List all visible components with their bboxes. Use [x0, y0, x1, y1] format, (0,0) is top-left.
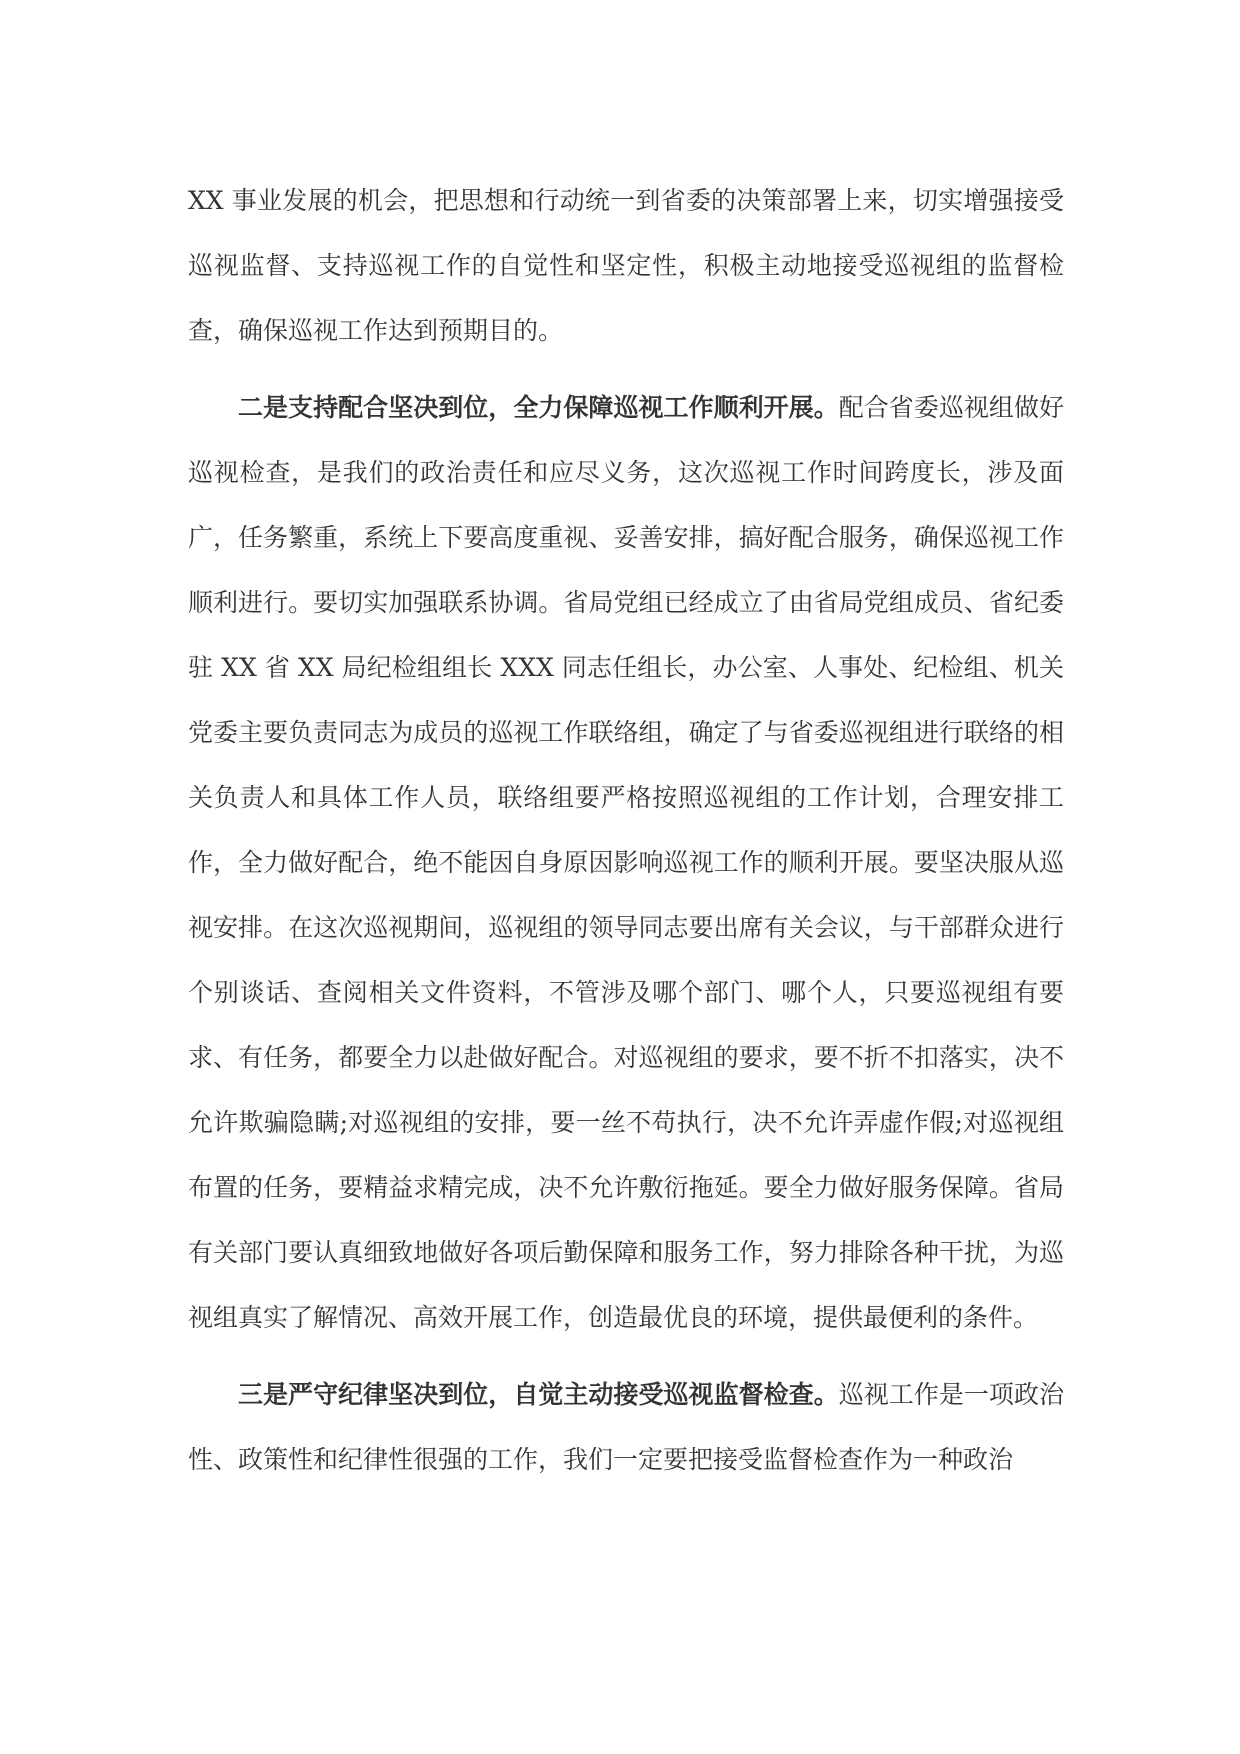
paragraph-body: XX 事业发展的机会，把思想和行动统一到省委的决策部署上来，切实增强接受巡视监督、支持巡视工作的自觉性和坚定性，积极主动地接受巡视组的监督检查，确保巡视工作达到预期目的。 [188, 186, 1064, 345]
document-body [188, 168, 1064, 1492]
paragraph-lead-heading: 三是严守纪律坚决到位，自觉主动接受巡视监督检查。 [238, 1380, 839, 1409]
paragraph-body: 配合省委巡视组做好巡视检查，是我们的政治责任和应尽义务，这次巡视工作时间跨度长，涉及面广，任务繁重，系统上下要高度重视、妥善安排，搞好配合服务，确保巡视工作顺利进行。要切实加强联系协调。省局党组已经成立了由省局党组成员、省纪委驻 XX 省 XX 局纪检组组长 XXX 同志任组长，办公室、人事处、纪检组、机关党委主要负责同志为成员的巡视工作联络组，确定了与省委巡视组进行联络的相关负责人和具体工作人员，联络组要严格按照巡视组的工作计划，合理安排工作，全力做好配合，绝不能因自身原因影响巡视工作的顺利开展。要坚决服从巡视安排。在这次巡视期间，巡视组的领导同志要出席有关会议，与干部群众进行个别谈话、查阅相关文件资料，不管涉及哪个部门、哪个人，只要巡视组有要求、有任务，都要全力以赴做好配合。对巡视组的要求，要不折不扣落实，决不允许欺骗隐瞒;对巡视组的安排，要一丝不苟执行，决不允许弄虚作假;对巡视组布置的任务，要精益求精完成，决不允许敷衍拖延。要全力做好服务保障。省局有关部门要认真细致地做好各项后勤保障和服务工作，努力排除各种干扰，为巡视组真实了解情况、高效开展工作，创造最优良的环境，提供最便利的条件。 [188, 393, 1064, 1332]
paragraph-point-two [188, 375, 1064, 1350]
paragraph-lead-heading: 二是支持配合坚决到位，全力保障巡视工作顺利开展。 [238, 393, 839, 422]
paragraph-point-three [188, 1362, 1064, 1492]
paragraph-continuation [188, 168, 1064, 363]
paragraph-body: 巡视工作是一项政治性、政策性和纪律性很强的工作，我们一定要把接受监督检查作为一种政治 [188, 1380, 1064, 1474]
